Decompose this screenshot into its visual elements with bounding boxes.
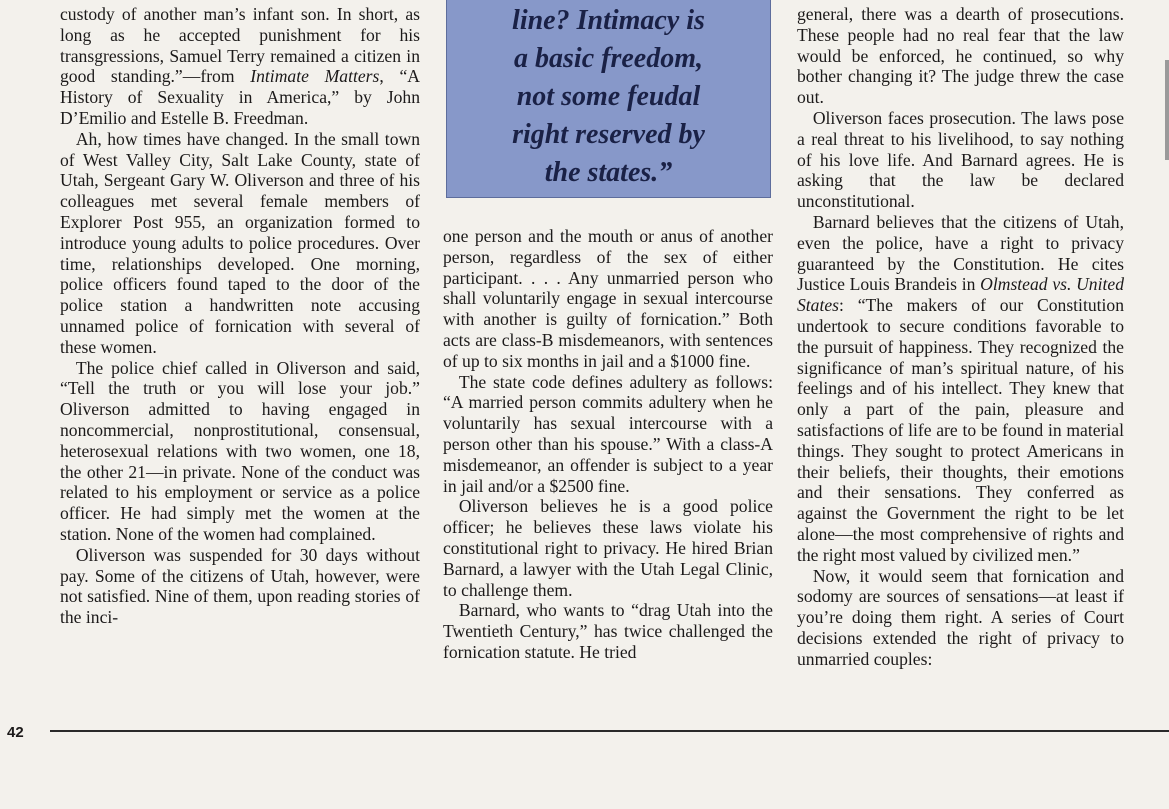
paragraph: Oliverson was suspended for 30 days without pay. Some of the citizens of Utah, however, were not satisfied. Nine of them, upon reading stories of the inci- [60, 544, 420, 628]
pull-quote-line: the states.” [544, 157, 673, 188]
text-run: : “The makers of our Constitution undertook to secure conditions favorable to the pursuit of happiness. They recognized the significance of man’s spiritual nature, of his feelings and of his intellect. They knew that only a part of the pain, pleasure and satisfactions of life are to be found in material things. They sought to protect Americans in their beliefs, their thoughts, their emotions and their sensations. They conferred as against the Government the right to be let alone—the most comprehensive of rights and the right most valued by civilized men.” [797, 295, 1124, 565]
paragraph: Now, it would seem that fornication and sodomy are sources of sensations—at least if you’re doing them right. A series of Court decisions extended the right of privacy to unmarried couples: [797, 565, 1124, 669]
book-title: Intimate Matters [250, 66, 380, 87]
pull-quote-box [446, 0, 771, 198]
paragraph: The state code defines adultery as follows: “A married person commits adultery when he voluntarily has sexual intercourse with a person other than his spouse.” With a class-A misdemeanor, an offender is subject to a year in jail and/or a $2500 fine. [443, 371, 773, 496]
pull-quote-line: right reserved by [512, 119, 705, 150]
paragraph [60, 4, 420, 129]
footer-rule [50, 730, 1169, 732]
paragraph [797, 212, 1124, 566]
text-run: , “A History of Sexuality in America,” by John D’Emilio and Estelle B. Freedman. [60, 66, 420, 128]
paragraph: Barnard, who wants to “drag Utah into the Twentieth Century,” has twice challenged the fornication statute. He tried [443, 600, 773, 662]
case-title: Olmstead vs. United States [797, 274, 1124, 316]
paragraph: general, there was a dearth of prosecutions. These people had no real fear that the law would be enforced, he continued, so why bother changing it? The judge threw the case out. [797, 4, 1124, 108]
paragraph: Ah, how times have changed. In the small town of West Valley City, Salt Lake County, state of Utah, Sergeant Gary W. Oliverson and three of his colleagues met several female members of Explorer Post 955, an organization formed to introduce young adults to police procedures. Over time, relationships developed. One morning, police officers found taped to the door of the police station a handwritten note accusing unnamed police of fornication with several of these women. [60, 128, 420, 357]
paragraph: one person and the mouth or anus of another person, regardless of the sex of either participant. . . . Any unmarried person who shall voluntarily engage in sexual intercourse with another is guilty of fornication.” Both acts are class-B misdemeanors, with sentences of up to six months in jail and a $1000 fine. [443, 226, 773, 371]
paragraph: Oliverson faces prosecution. The laws pose a real threat to his livelihood, to say nothing of his love life. And Barnard agrees. He is asking that the law be declared unconstitutional. [797, 107, 1124, 212]
paragraph: Oliverson believes he is a good police officer; he believes these laws violate his constitutional right to privacy. He hired Brian Barnard, a lawyer with the Utah Legal Clinic, to challenge them. [443, 496, 773, 600]
pull-quote-text [479, 2, 739, 192]
pull-quote-line: a basic freedom, [514, 43, 703, 74]
pull-quote-line: line? Intimacy is [512, 5, 705, 36]
article-column-middle [443, 226, 773, 663]
text-run: Barnard believes that the citizens of Utah, even the police, have a right to privacy guaranteed by the Constitution. He cites Justice Louis Brandeis in [797, 211, 1124, 295]
article-column-left [60, 4, 420, 628]
page-number: 42 [7, 724, 24, 741]
paragraph: The police chief called in Oliverson and said, “Tell the truth or you will lose your job.” Oliverson admitted to having engaged in noncommercial, nonprostitutional, consensual, heterosexual relations with two women, one 18, the other 21—in private. None of the conduct was related to his employment or service as a police officer. He had simply met the women at the station. None of the women had complained. [60, 357, 420, 544]
page-edge-shadow [1165, 60, 1169, 160]
pull-quote-line: not some feudal [516, 81, 701, 112]
article-column-right [797, 4, 1124, 670]
text-run: custody of another man’s infant son. In short, as long as he accepted punishment for his transgressions, Samuel Terry remained a citizen in good standing.”—from [60, 4, 420, 87]
